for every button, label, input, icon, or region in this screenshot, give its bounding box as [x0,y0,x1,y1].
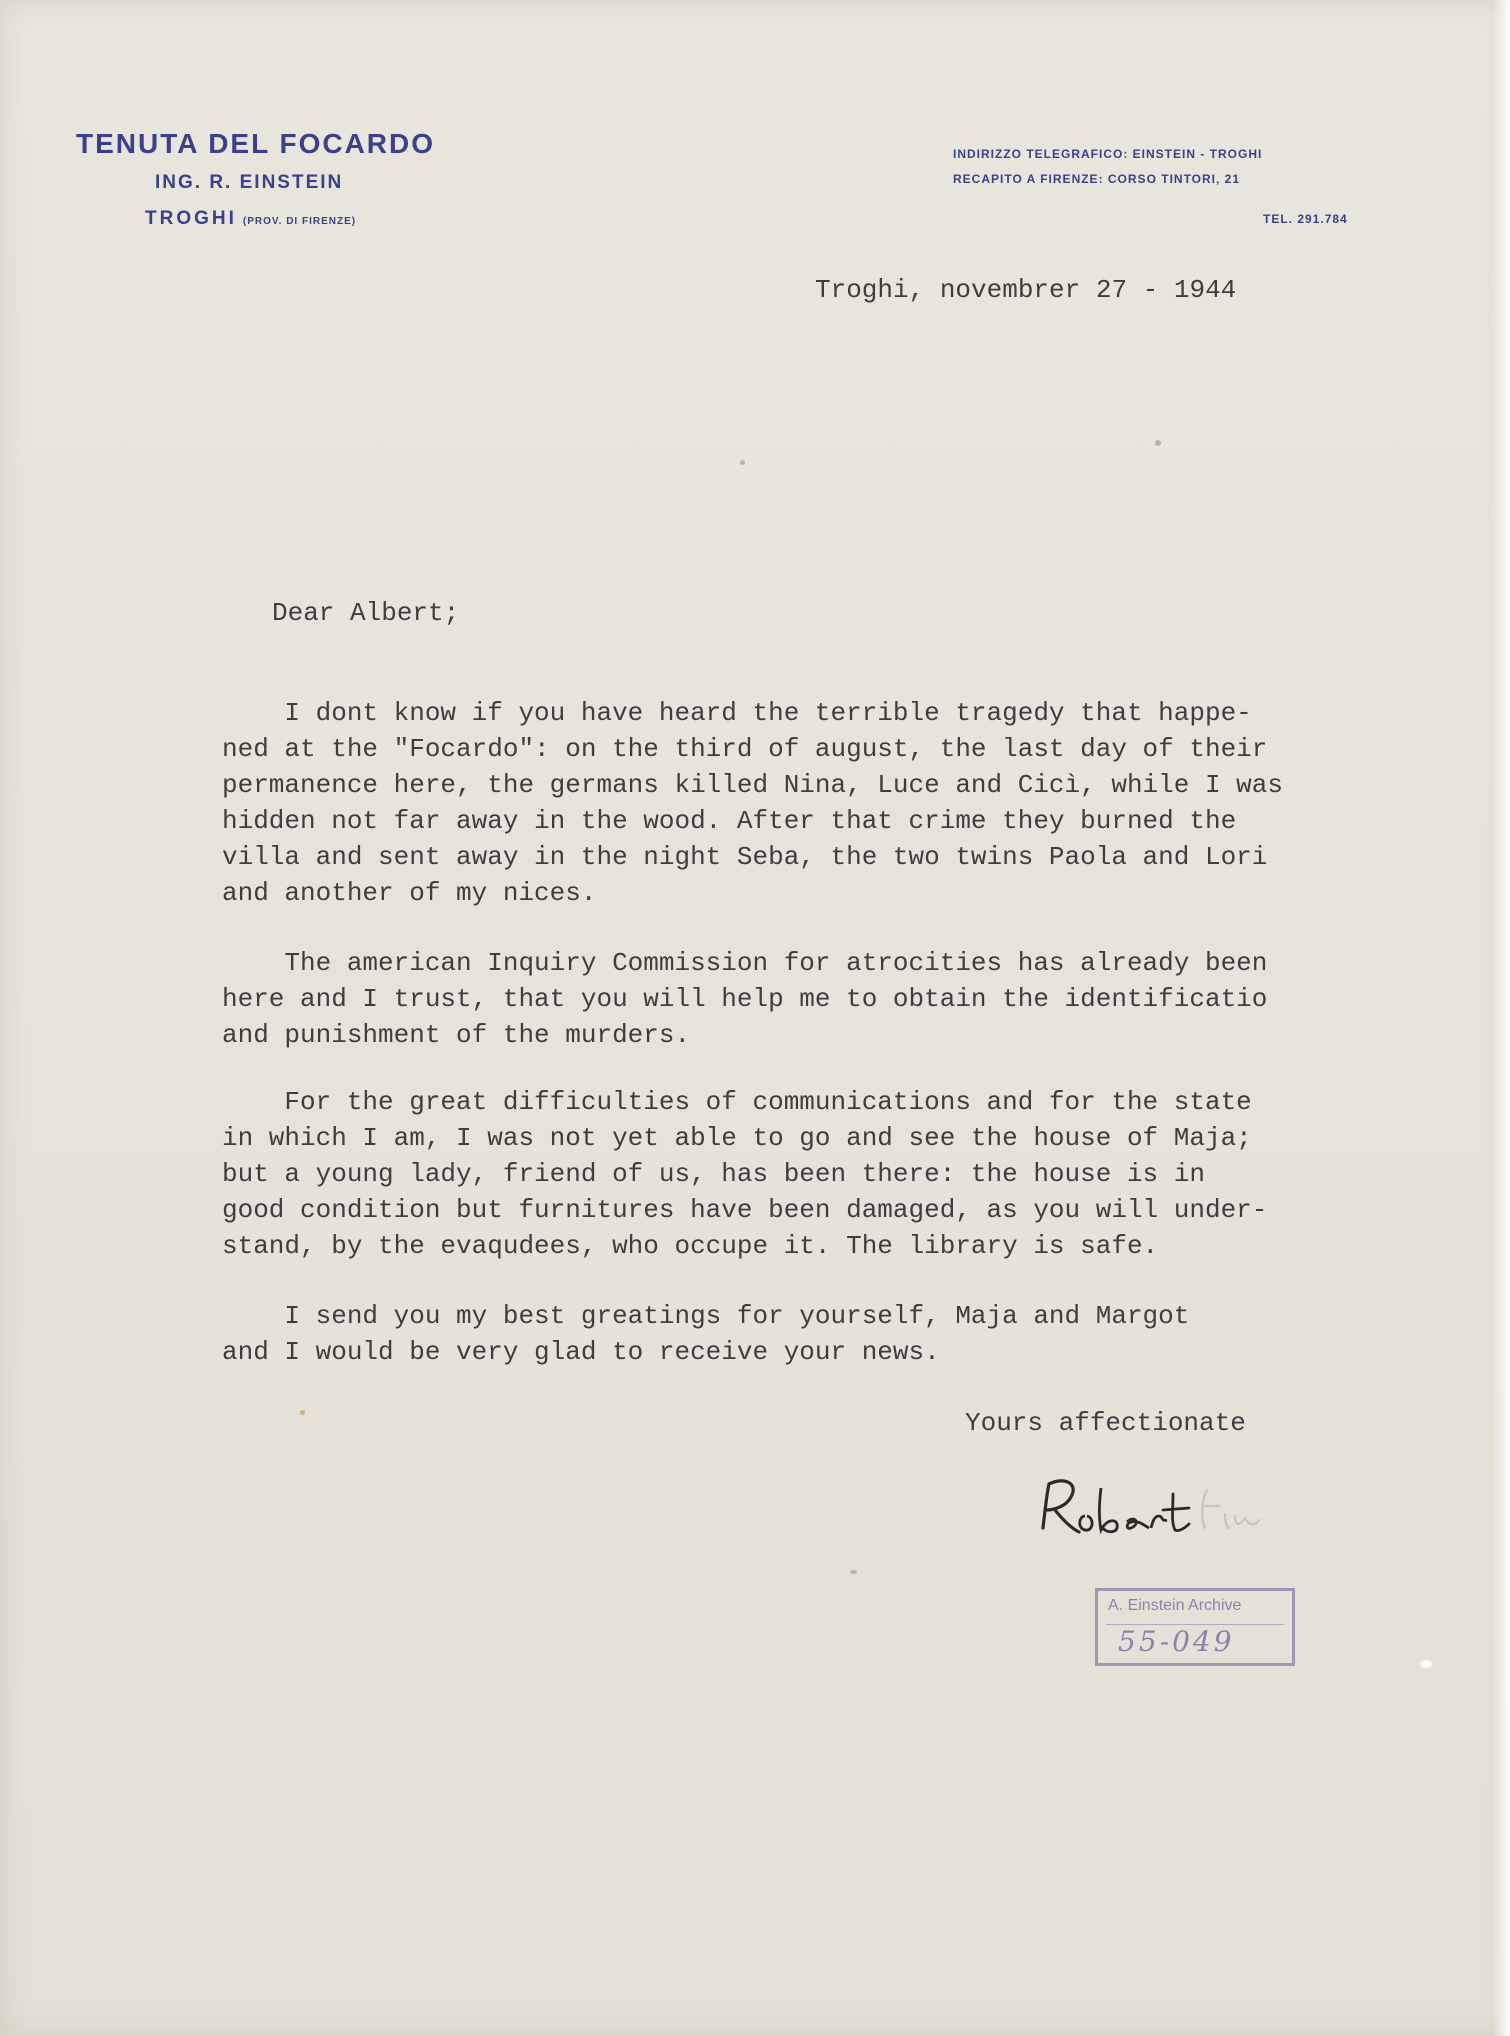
letter-salutation: Dear Albert; [272,598,460,628]
paper-tear [1420,1660,1432,1668]
letter-paragraph-3: For the great difficulties of communications and for the state in which I am, I was not yet able to go and see the house of Maja; but a young lady, friend of us, has been there: the house is in good condition but furnitures have been damaged, as you will under- stand, by the evaqudees, who occupe it. The library is safe. [222,1087,1268,1261]
letter-paragraph-1: I dont know if you have heard the terrible tragedy that happe- ned at the "Focardo": on the third of august, the last day of their permanence here, the germans killed Nina, Luce and Cicì, while I was hidden not far away in the wood. After that crime they burned the villa and sent away in the night Seba, the two twins Paola and Lori and another of my nices. [222,698,1283,908]
letterhead-place-line [145,208,356,230]
letter-paragraph-4: I send you my best greatings for yourself, Maja and Margot and I would be very glad to receive your news. [222,1301,1190,1367]
stamp-title: A. Einstein Archive [1108,1597,1242,1614]
paper-speck [300,1410,305,1415]
letter-closing: Yours affectionate [965,1408,1246,1438]
letterhead-florence-address: RECAPITO A FIRENZE: CORSO TINTORI, 21 [953,172,1241,186]
letterhead-telegraph: INDIRIZZO TELEGRAFICO: EINSTEIN - TROGHI [953,147,1263,161]
letterhead-estate: TENUTA DEL FOCARDO [76,128,436,159]
stamp-number: 55-049 [1118,1625,1235,1658]
letterhead-place: TROGHI [145,208,237,229]
letter-paragraph-2: The american Inquiry Commission for atrocities has already been here and I trust, that you will help me to obtain the identificatio and punishment of the murders. [222,948,1268,1050]
handwritten-signature [1035,1470,1265,1550]
letterhead-engineer: ING. R. EINSTEIN [155,172,344,193]
letterhead-province: (PROV. DI FIRENZE) [242,216,357,227]
letter-date: Troghi, novembrer 27 - 1944 [815,275,1237,305]
paper-speck [1155,440,1161,446]
archive-stamp [1095,1588,1295,1666]
paper-speck [850,1570,857,1574]
paper-edge [1492,0,1510,2036]
paper-speck [740,460,745,465]
letterhead-telephone: TEL. 291.784 [1263,212,1348,226]
